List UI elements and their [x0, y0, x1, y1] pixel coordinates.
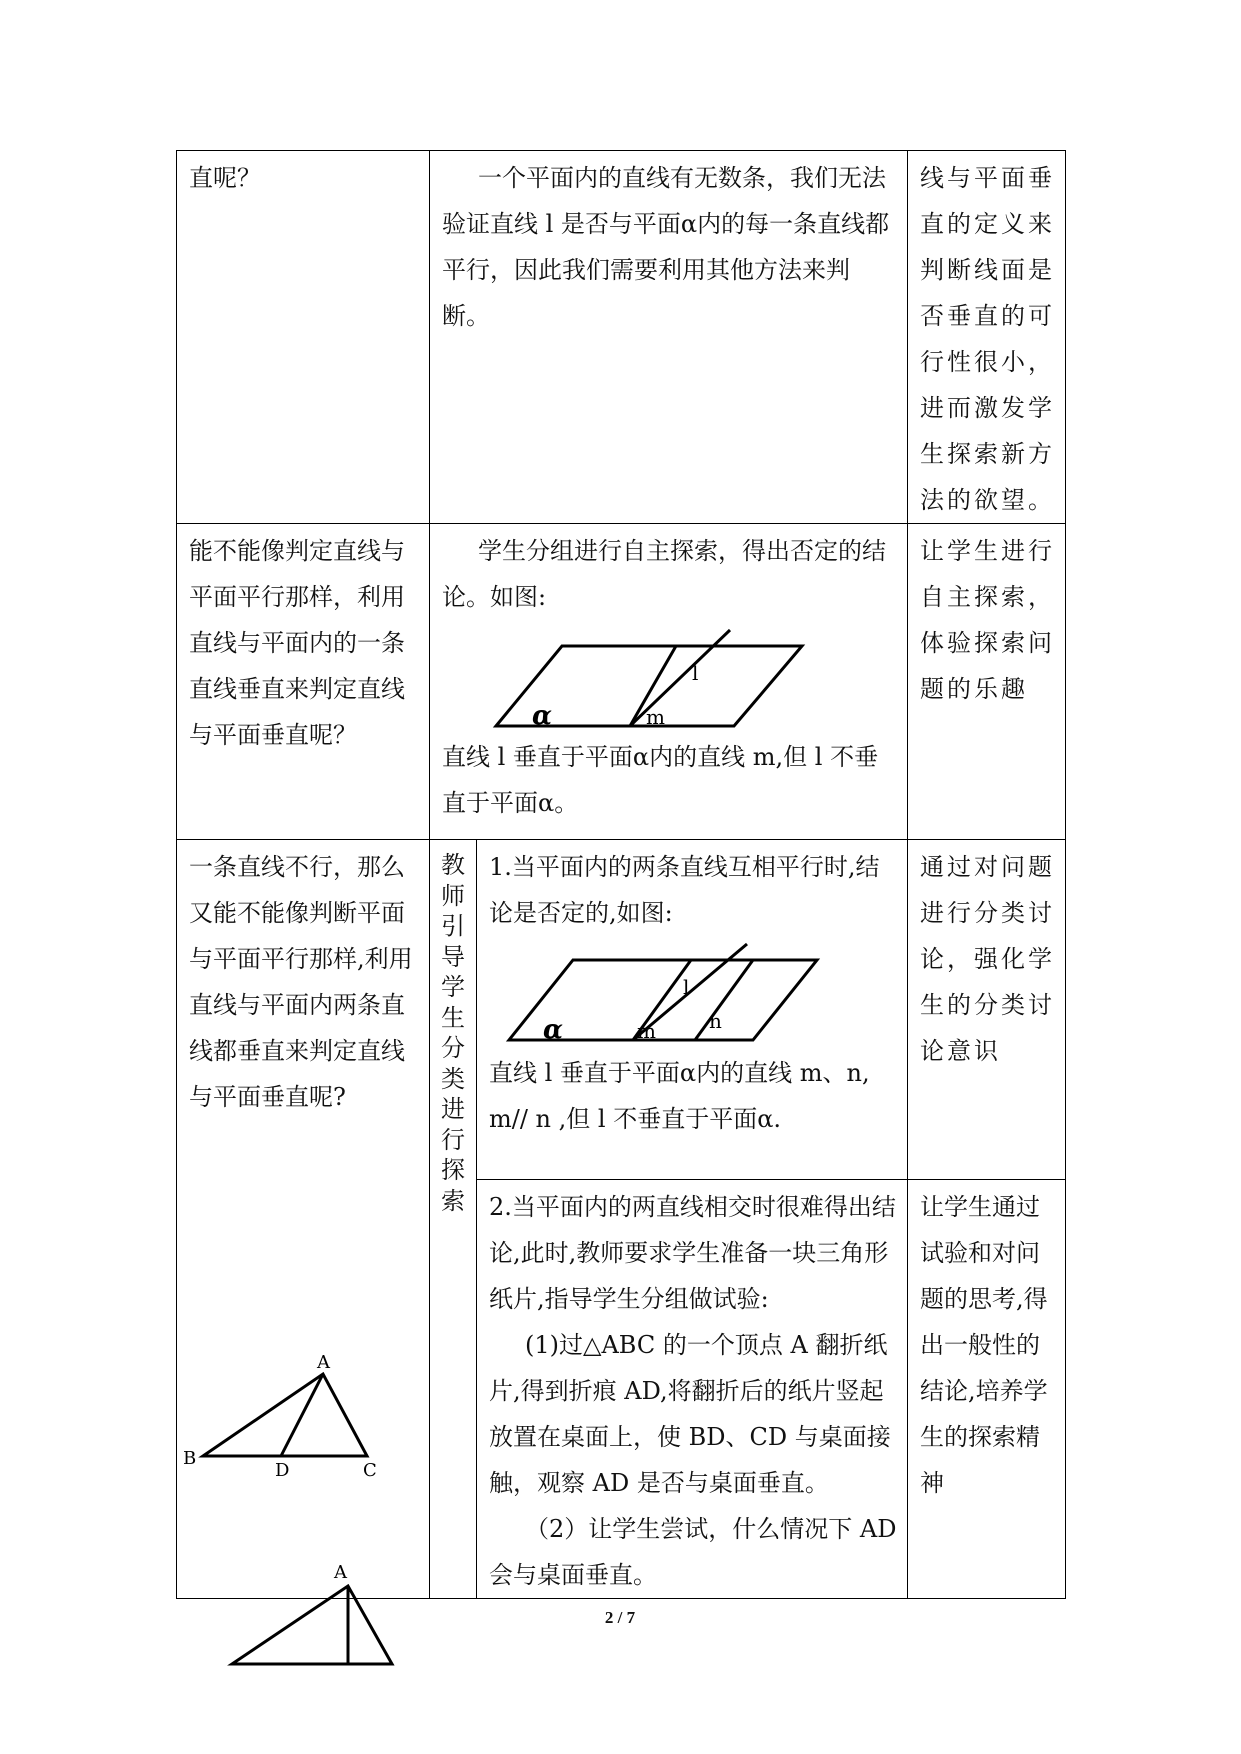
part2-step2: （2）让学生尝试，什么情况下 AD 会与桌面垂直。 — [489, 1515, 897, 1589]
question-cell — [177, 524, 430, 840]
vertex-c-label: C — [363, 1460, 377, 1481]
line-n-label: n — [709, 1009, 722, 1033]
vertical-char: 导 — [441, 942, 465, 971]
intent-cell — [908, 1180, 1066, 1599]
part2-step1: (1)过△ABC 的一个顶点 A 翻折纸片,得到折痕 AD,将翻折后的纸片竖起放置在桌面上，使 BD、CD 与桌面接触，观察 AD 是否与桌面垂直。 — [489, 1331, 891, 1497]
vertical-char: 教 — [441, 851, 465, 879]
intent-cell — [908, 151, 1066, 524]
plane-diagram — [430, 620, 900, 730]
alpha-label: α — [543, 1015, 564, 1045]
vertical-char: 探 — [441, 1156, 465, 1184]
answer-conclusion: 直线 l 垂直于平面α内的直线 m,但 l 不垂直于平面α。 — [442, 743, 879, 817]
lesson-table — [176, 150, 1066, 1599]
line-l-label: l — [692, 661, 699, 685]
page-number: 2 / 7 — [604, 1608, 636, 1627]
vertical-char: 进 — [441, 1095, 465, 1123]
intent-text: 线与平面垂直的定义来判断线面是否垂直的可行性很小，进而激发学生探索新方法的欲望。 — [920, 164, 1056, 514]
intent-text: 让学生进行自主探索，体验探索问题的乐趣 — [920, 537, 1056, 703]
question-text: 能不能像判定直线与平面平行那样，利用直线与平面内的一条直线垂直来判定直线与平面垂直呢？ — [189, 537, 405, 749]
question-cell — [177, 151, 430, 524]
intent-cell — [908, 840, 1066, 1180]
part1-intro: 1.当平面内的两条直线互相平行时,结论是否定的,如图: — [489, 853, 880, 927]
vertical-char: 师 — [441, 881, 465, 910]
vertical-char: 行 — [441, 1125, 465, 1154]
vertical-char: 学 — [441, 973, 465, 1001]
table-row — [177, 840, 1066, 1180]
vertex-a-label: A — [334, 1562, 347, 1583]
question-text: 一条直线不行，那么又能不能像判断平面与平面平行那样,利用直线与平面内两条直线都垂直来判定直线与平面垂直呢? — [189, 853, 413, 1111]
vertical-char: 引 — [441, 912, 465, 940]
table-row — [177, 151, 1066, 524]
question-cell — [177, 840, 430, 1599]
triangle-diagram — [177, 1346, 427, 1496]
answer-cell — [477, 1180, 908, 1599]
table-row — [177, 524, 1066, 840]
intent-cell — [908, 524, 1066, 840]
line-m-label: m — [646, 705, 665, 729]
vertical-char: 类 — [441, 1064, 465, 1093]
intent-text: 让学生通过试验和对问题的思考,得出一般性的结论,培养学生的探索精神 — [920, 1193, 1048, 1497]
line-m-label: m — [637, 1019, 656, 1043]
intent-text: 通过对问题进行分类讨论，强化学生的分类讨论意识 — [920, 853, 1056, 1065]
answer-cell — [477, 840, 908, 1180]
label-cell — [430, 840, 477, 1599]
answer-intro: 学生分组进行自主探索，得出否定的结论。如图: — [442, 537, 886, 611]
answer-cell — [430, 151, 908, 524]
vertex-b-label: B — [183, 1448, 197, 1469]
vertical-char: 分 — [441, 1034, 465, 1062]
vertical-char: 索 — [441, 1186, 465, 1215]
vertical-label — [430, 840, 476, 1216]
alpha-label: α — [532, 701, 553, 730]
answer-text: 一个平面内的直线有无数条，我们无法验证直线 l 是否与平面α内的每一条直线都平行，因此我们需要利用其他方法来判断。 — [442, 164, 890, 330]
triangle-diagram-2 — [170, 1550, 410, 1670]
part1-conclusion: 直线 l 垂直于平面α内的直线 m、n, m// n ,但 l 不垂直于平面α. — [489, 1059, 870, 1133]
line-l-label: l — [683, 975, 690, 999]
question-text: 直呢？ — [189, 164, 261, 192]
part2-intro: 2.当平面内的两直线相交时很难得出结论,此时,教师要求学生准备一块三角形纸片,指导学生分组做试验: — [489, 1193, 896, 1313]
vertex-a-label: A — [317, 1352, 330, 1373]
answer-cell — [430, 524, 908, 840]
vertical-char: 生 — [441, 1003, 465, 1032]
vertex-d-label: D — [275, 1460, 290, 1481]
plane-diagram-two-lines — [477, 936, 907, 1046]
